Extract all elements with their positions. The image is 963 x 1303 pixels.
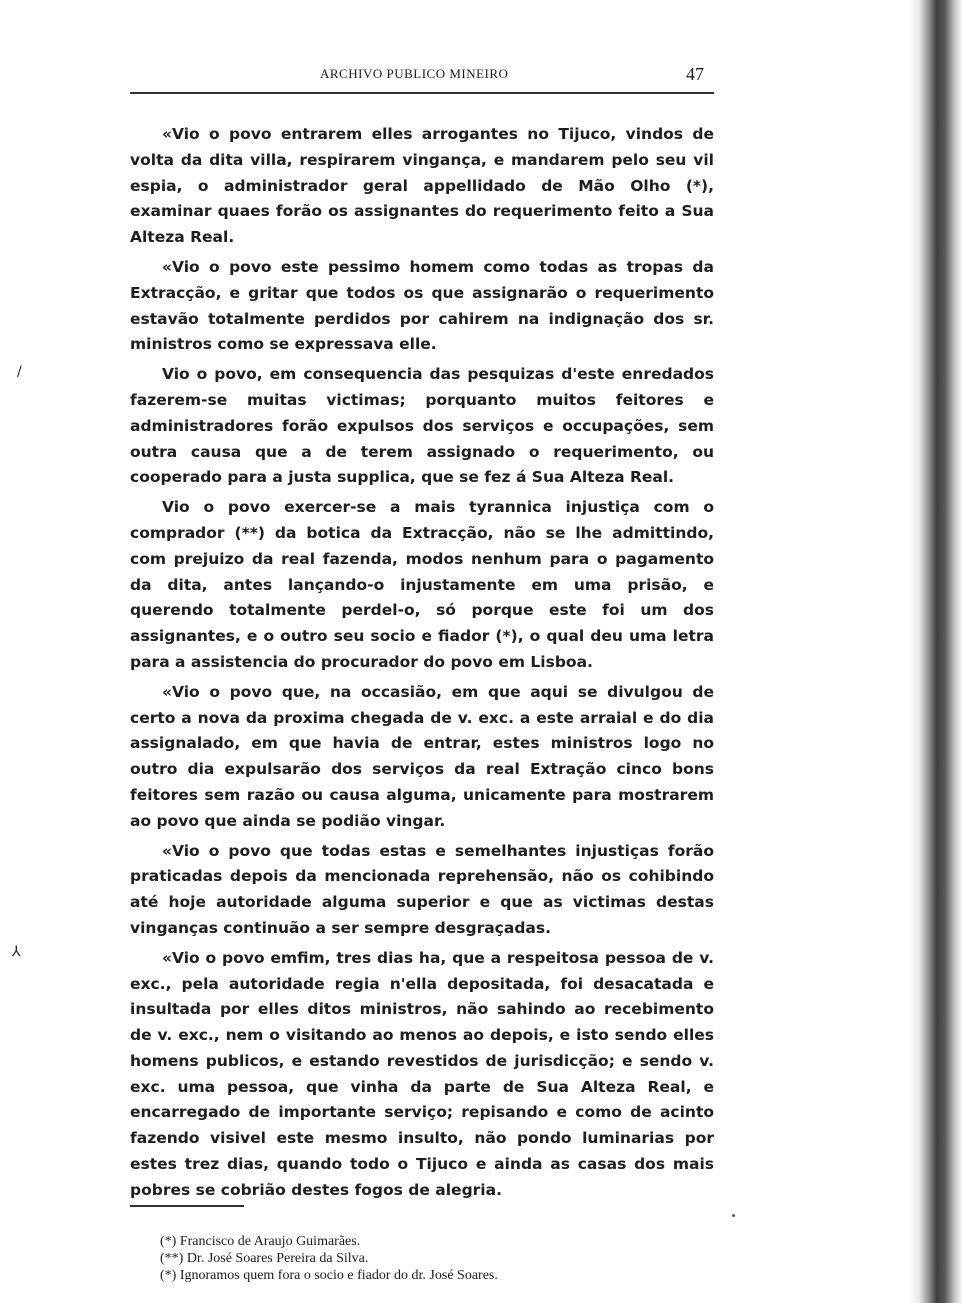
- paragraph: Vio o povo, em consequencia das pesquizas d'este enredados fazerem-se muitas victimas; porquanto muitos feitores e administradores forão expulsos dos serviços e occupações, sem outra causa que a de terem assignado o requerimento, ou cooperado para a justa supplica, que se fez á Sua Alteza Real.: [130, 365, 714, 487]
- document-page: [130, 0, 714, 1303]
- margin-pencil-mark: /: [17, 364, 22, 380]
- paragraph: «Vio o povo este pessimo homem como todas as tropas da Extracção, e gritar que todos os que assignarão o requerimento estavão totalmente perdidos por cahirem na indignação dos sr. ministros como se expressava elle.: [130, 257, 714, 354]
- paragraph: «Vio o povo que todas estas e semelhantes injustiças forão praticadas depois da mencionada reprehensão, não os cohibindo até hoje autoridade alguma superior e que as victimas destas vinganças continuão a ser sempre desgraçadas.: [130, 841, 714, 937]
- paragraph: «Vio o povo emfim, tres dias ha, que a respeitosa pessoa de v. exc., pela autoridade regia n'ella depositada, foi desacatada e insultada por elles ditos ministros, não sahindo ao recebimento de v. exc., nem o visitando ao menos ao depois, e isto sendo elles homens publicos, e estando revestidos de jurisdicção; e sendo v. exc. uma pessoa, que vinha da parte de Sua Alteza Real, e encarregado de importante serviço; repisando e como de acinto fazendo visivel este mesmo insulto, não pondo luminarias por estes trez dias, quando todo o Tijuco e ainda as casas dos mais pobres se cobrião destes fogos de alegria.: [130, 948, 714, 1199]
- scan-speck: [732, 1214, 735, 1217]
- footnote: (**) Dr. José Soares Pereira da Silva.: [160, 1251, 369, 1266]
- footnote-rule: [130, 1205, 244, 1207]
- header-rule: [130, 92, 714, 94]
- page-number: 47: [686, 64, 704, 84]
- paragraph: «Vio o povo que, na occasião, em que aqui se divulgou de certo a nova da proxima chegada de v. exc. a este arraial e do dia assignalado, em que havia de entrar, estes ministros logo no outro dia expulsarão dos serviços da real Extração cinco bons feitores sem razão ou causa alguma, unicamente para mostrarem ao povo que ainda se podião vingar.: [130, 682, 714, 830]
- body-text: [130, 122, 714, 1208]
- margin-pencil-mark: ⅄: [12, 944, 21, 960]
- footnote: (*) Francisco de Araujo Guimarães.: [160, 1234, 361, 1249]
- page-header: [130, 66, 714, 88]
- running-title: ARCHIVO PUBLICO MINEIRO: [320, 66, 509, 81]
- footnote: (*) Ignoramos quem fora o socio e fiador do dr. José Soares.: [160, 1268, 498, 1283]
- paragraph: «Vio o povo entrarem elles arrogantes no Tijuco, vindos de volta da dita villa, respirarem vingança, e mandarem pelo seu vil espia, o administrador geral appellidado de Mão Olho (*), examinar quaes forão os assignantes do requerimento feito a Sua Alteza Real.: [130, 125, 714, 247]
- footnotes: [160, 1233, 700, 1284]
- paragraph: Vio o povo exercer-se a mais tyrannica injustiça com o comprador (**) da botica da Extracção, não se lhe admittindo, com prejuizo da real fazenda, modos nenhum para o pagamento da dita, antes lançando-o injustamente em uma prisão, e querendo totalmente perdel-o, só porque este foi um dos assignantes, e o outro seu socio e fiador (*), o qual deu uma letra para a assistencia do procurador do povo em Lisboa.: [130, 498, 714, 671]
- scan-page-edge: [909, 0, 963, 1303]
